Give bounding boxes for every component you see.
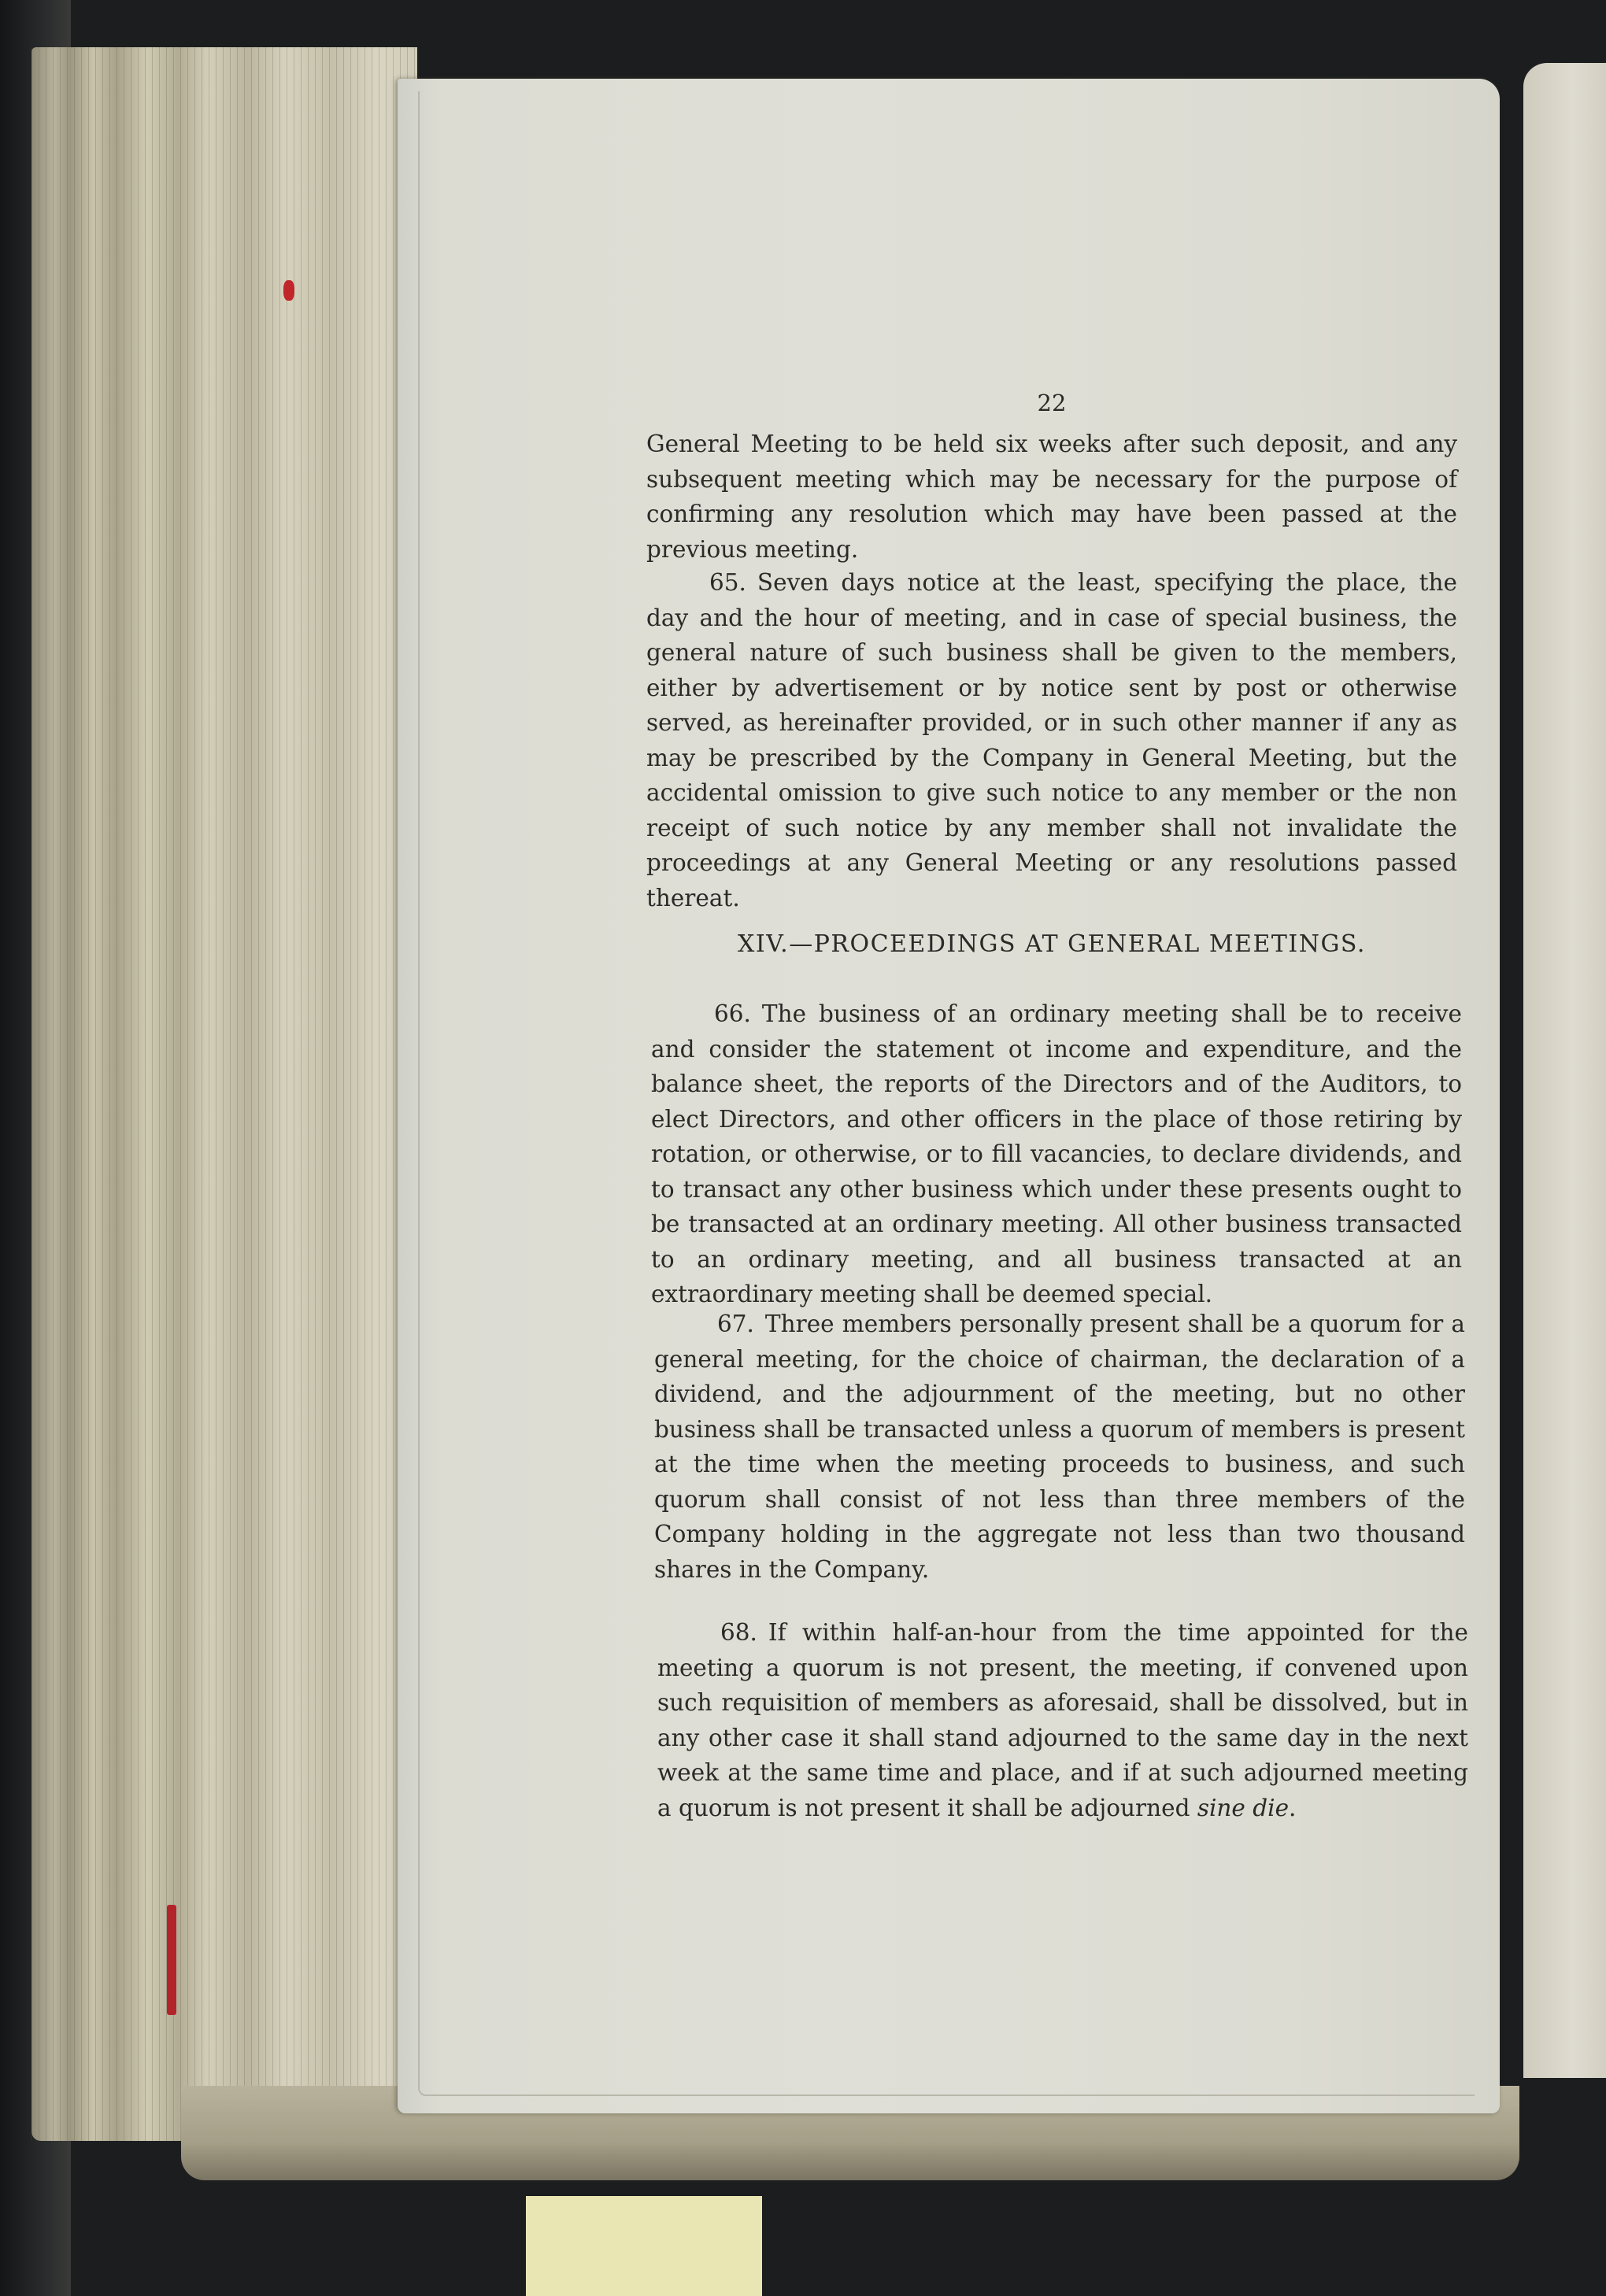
paragraph-68 (657, 1615, 1468, 1825)
paragraph-number: 68. (720, 1619, 757, 1646)
paragraph-65 (646, 565, 1457, 915)
paragraph-66 (651, 996, 1462, 1312)
section-heading: XIV.—PROCEEDINGS AT GENERAL MEETINGS. (738, 930, 1366, 958)
paragraph-number: 65. (709, 569, 746, 596)
document-page (398, 79, 1500, 2113)
paragraph-number: 66. (714, 1000, 751, 1027)
sentence-end: . (1289, 1794, 1297, 1821)
red-marker-top (283, 280, 294, 301)
page-number: 22 (1037, 390, 1067, 416)
next-page-edge (1523, 63, 1606, 2078)
page-stack-edges (31, 47, 417, 2141)
paragraph-text: Three members personally present shall be a quorum for a general meeting, for the choice of chairman, the declaration of a dividend, and the adjournment of the meeting, but no other business shall be transacted unless a quorum of members is present at the time when the meeting proceeds to business, and such quorum shall consist of not less than three members of the Company holding in the aggregate not less than two thousand shares in the Company. (654, 1311, 1465, 1583)
red-marker-bottom (167, 1905, 176, 2015)
paragraph-67 (654, 1307, 1465, 1587)
paragraph-number: 67. (717, 1311, 754, 1337)
paragraph-text: If within half-an-hour from the time appointed for the meeting a quorum is not present, the meeting, if convened upon such requisition of members as aforesaid, shall be dissolved, but in any other case it shall stand adjourned to the same day in the next week at the same time and place, and if at such adjourned meeting a quorum is not present it shall be adjourned (657, 1619, 1468, 1821)
paragraph-text: The business of an ordinary meeting shall be to receive and consider the statement ot income and expenditure, and the balance sheet, the reports of the Directors and of the Auditors, to elect Directors, and other officers in the place of those retiring by rotation, or otherwise, or to fill vacancies, to declare dividends, and to transact any other business which under these presents ought to be transacted at an ordinary meeting. All other business transacted to an ordinary meeting, and all business transacted at an extraordinary meeting shall be deemed special. (651, 1000, 1462, 1307)
paragraph-continued: General Meeting to be held six weeks after such deposit, and any subsequent meeting which may be necessary for the purpose of confirming any resolution which may have been passed at the previous meeting. (646, 431, 1457, 563)
paper-slip (526, 2196, 762, 2296)
latin-phrase: sine die (1197, 1794, 1290, 1821)
paragraph-text: Seven days notice at the least, specifying the place, the day and the hour of meeting, and in case of special business, the general nature of such business shall be given to the members, either by advertisement or by notice sent by post or otherwise served, as hereinafter provided, or in such other manner if any as may be prescribed by the Company in General Meeting, but the accidental omission to give such notice to any member or the non receipt of such notice by any member shall not invalidate the proceedings at any General Meeting or any resolutions passed thereat. (646, 569, 1457, 911)
